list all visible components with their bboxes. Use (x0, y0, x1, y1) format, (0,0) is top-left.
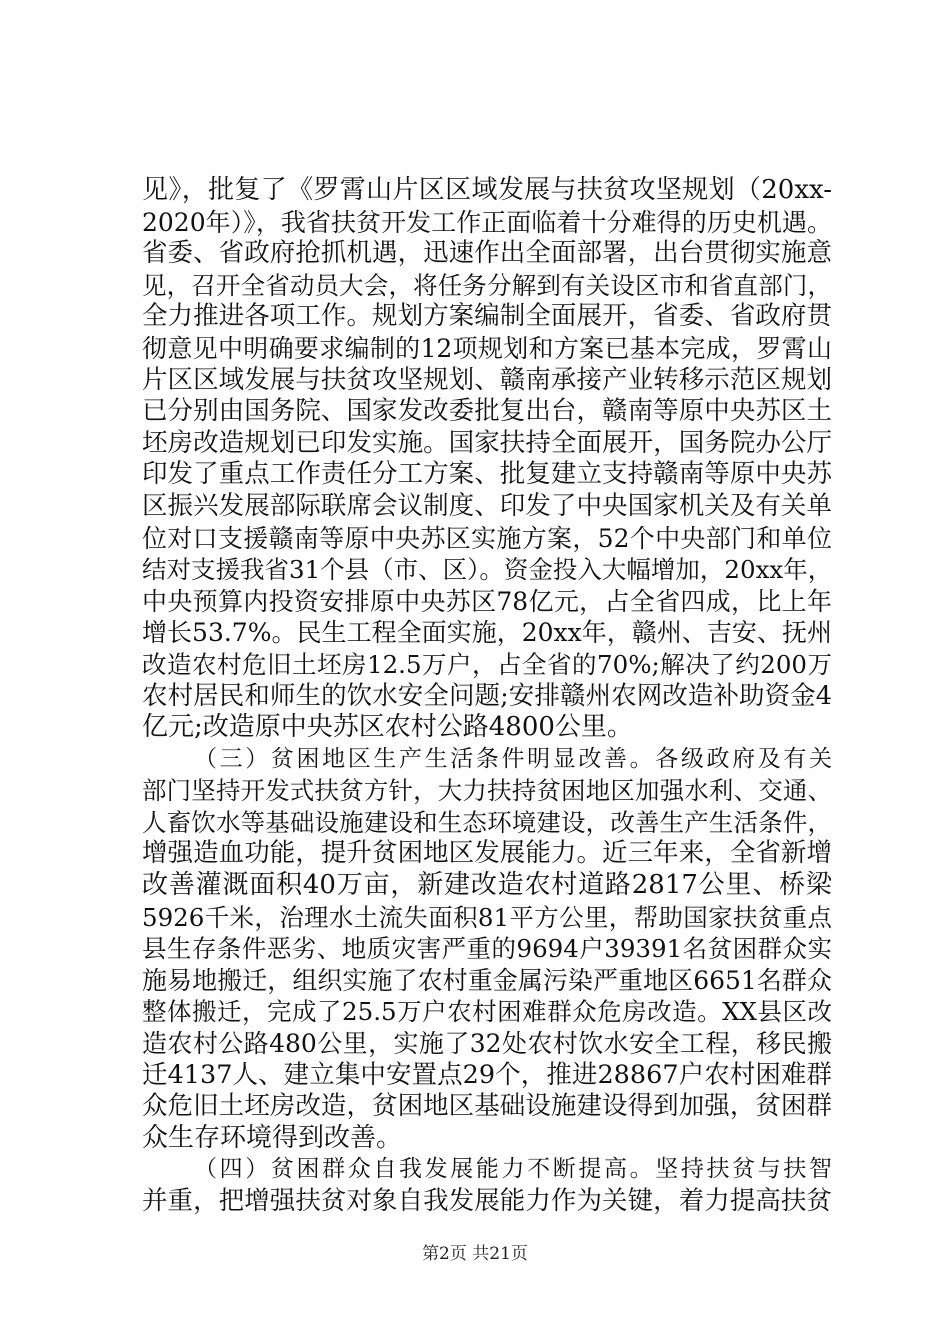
text-line: 县生存条件恶劣、地质灾害严重的9694户39391名贫困群众实 (142, 934, 832, 964)
text-line: 片区区域发展与扶贫攻坚规划、赣南承接产业转移示范区规划 (142, 364, 832, 395)
text-line: 造农村公路480公里，实施了32处农村饮水安全工程，移民搬 (142, 1029, 832, 1059)
text-line: 整体搬迁，完成了25.5万户农村困难群众危房改造。XX县区改 (142, 997, 832, 1027)
text-line: 众生存环境得到改善。 (142, 1122, 403, 1153)
text-line: 中央预算内投资安排原中央苏区78亿元，占全省四成，比上年 (142, 586, 832, 616)
paragraph-heading-line: （三）贫困地区生产生活条件明显改善。各级政府及有关 (194, 745, 832, 772)
text-line: 增长53.7%。民生工程全面实施，20xx年，赣州、吉安、抚州 (142, 618, 832, 648)
body-text (142, 175, 832, 1218)
text-line: 改善灌溉面积40万亩，新建改造农村道路2817公里、桥梁 (142, 870, 832, 901)
page-number-footer: 第2页 共21页 (422, 1244, 528, 1264)
text-line: 施易地搬迁，组织实施了农村重金属污染严重地区6651名群众 (142, 965, 832, 995)
text-line: 位对口支援赣南等原中央苏区实施方案，52个中央部门和单位 (142, 523, 832, 553)
text-line: 见》，批复了《罗霄山片区区域发展与扶贫攻坚规划（20xx- (142, 175, 832, 205)
text-line: 坯房改造规划已印发实施。国家扶持全面展开，国务院办公厅 (142, 427, 832, 458)
text-line: 并重，把增强扶贫对象自我发展能力作为关键，着力提高扶贫 (142, 1186, 832, 1216)
text-line: 结对支援我省31个县（市、区）。资金投入大幅增加，20xx年， (142, 555, 833, 585)
text-line: 部门坚持开发式扶贫方针，大力扶持贫困地区加强水利、交通、 (142, 776, 832, 806)
text-line: 迁4137人、建立集中安置点29个，推进28867户农村困难群 (142, 1059, 832, 1090)
text-line: 增强造血功能，提升贫困地区发展能力。近三年来，全省新增 (142, 838, 832, 869)
text-line: 农村居民和师生的饮水安全问题;安排赣州农网改造补助资金4 (142, 680, 832, 711)
text-line: 见，召开全省动员大会，将任务分解到有关设区市和省直部门， (142, 270, 832, 300)
text-line: 印发了重点工作责任分工方案、批复建立支持赣南等原中央苏 (142, 459, 832, 490)
text-line: 亿元;改造原中央苏区农村公路4800公里。 (142, 712, 633, 743)
text-line: 全力推进各项工作。规划方案编制全面展开，省委、省政府贯 (142, 301, 832, 332)
text-line: 彻意见中明确要求编制的12项规划和方案已基本完成，罗霄山 (142, 333, 832, 363)
text-line: 改造农村危旧土坯房12.5万户，占全省的70%;解决了约200万 (142, 649, 832, 679)
text-line: 已分别由国务院、国家发改委批复出台，赣南等原中央苏区土 (142, 396, 832, 427)
text-line: 人畜饮水等基础设施建设和生态环境建设，改善生产生活条件， (142, 807, 832, 837)
text-line: 5926千米，治理水土流失面积81平方公里，帮助国家扶贫重点 (142, 902, 832, 932)
text-line: 2020年）》，我省扶贫开发工作正面临着十分难得的历史机遇。 (142, 207, 832, 237)
text-line: 区振兴发展部际联席会议制度、印发了中央国家机关及有关单 (142, 490, 832, 521)
text-line: 众危旧土坯房改造，贫困地区基础设施建设得到加强，贫困群 (142, 1091, 832, 1122)
text-line: 省委、省政府抢抓机遇，迅速作出全面部署，出台贯彻实施意 (142, 238, 832, 269)
paragraph-heading-line: （四）贫困群众自我发展能力不断提高。坚持扶贫与扶智 (194, 1156, 832, 1183)
